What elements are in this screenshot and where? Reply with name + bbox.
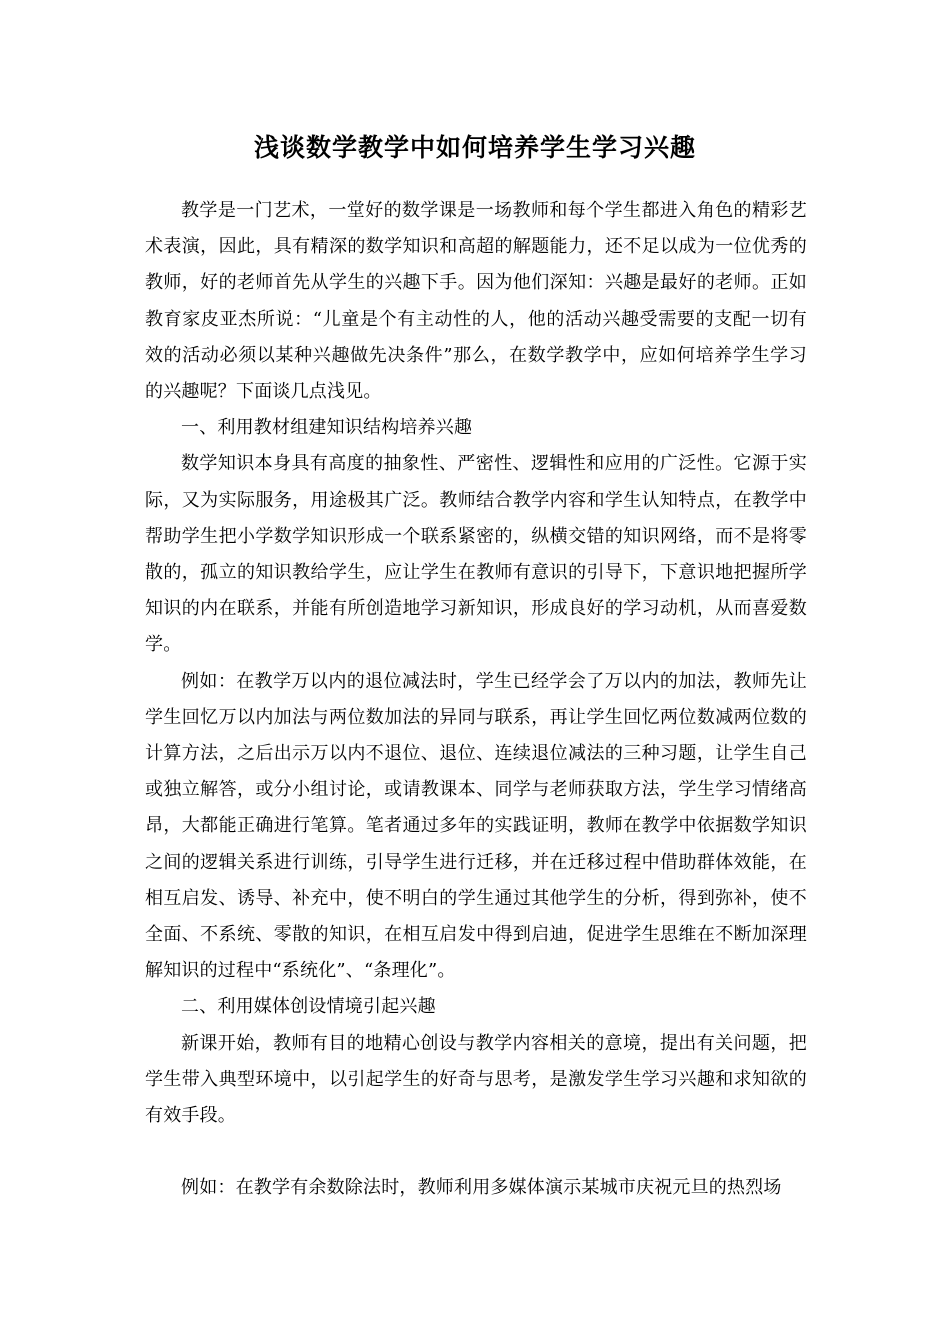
section-2-example-paragraph: 例如：在教学有余数除法时，教师利用多媒体演示某城市庆祝元旦的热烈场: [181, 1177, 782, 1199]
intro-paragraph: 教学是一门艺术，一堂好的数学课是一场教师和每个学生都进入角色的精彩艺术表演，因此，具有精深的数学知识和高超的解题能力，还不足以成为一位优秀的教师，好的老师首先从学生的兴趣下手。因为他们深知：兴趣是最好的老师。正如教育家皮亚杰所说：“儿童是个有主动性的人，他的活动兴趣受需要的支配一切有效的活动必须以某种兴趣做先决条件”那么，在数学教学中，应如何培养学生学习的兴趣呢？下面谈几点浅见。: [145, 200, 807, 403]
section-2-paragraph: 新课开始，教师有目的地精心创设与教学内容相关的意境，提出有关问题，把学生带入典型环境中，以引起学生的好奇与思考，是激发学生学习兴趣和求知欲的有效手段。: [145, 1032, 807, 1127]
section-heading-1: 一、利用教材组建知识结构培养兴趣: [181, 417, 473, 439]
section-1-paragraph: 数学知识本身具有高度的抽象性、严密性、逻辑性和应用的广泛性。它源于实际，又为实际服务，用途极其广泛。教师结合教学内容和学生认知特点，在教学中帮助学生把小学数学知识形成一个联系紧密的，纵横交错的知识网络，而不是将零散的，孤立的知识教给学生，应让学生在教师有意识的引导下，下意识地把握所学知识的内在联系，并能有所创造地学习新知识，形成良好的学习动机，从而喜爱数学。: [145, 453, 807, 656]
document-body: [145, 193, 807, 1206]
section-1-example-paragraph: 例如：在教学万以内的退位减法时，学生已经学会了万以内的加法，教师先让学生回忆万以内加法与两位数加法的异同与联系，再让学生回忆两位数减两位数的计算方法，之后出示万以内不退位、退位、连续退位减法的三种习题，让学生自己或独立解答，或分小组讨论，或请教课本、同学与老师获取方法，学生学习情绪高昂，大都能正确进行笔算。笔者通过多年的实践证明，教师在教学中依据数学知识之间的逻辑关系进行训练，引导学生进行迁移，并在迁移过程中借助群体效能，在相互启发、诱导、补充中，使不明白的学生通过其他学生的分析，得到弥补，使不全面、不系统、零散的知识，在相互启发中得到启迪，促进学生思维在不断加深理解知识的过程中“系统化”、“条理化”。: [145, 670, 807, 982]
section-heading-2: 二、利用媒体创设情境引起兴趣: [181, 996, 436, 1018]
document-title: 浅谈数学教学中如何培养学生学习兴趣: [253, 133, 696, 162]
